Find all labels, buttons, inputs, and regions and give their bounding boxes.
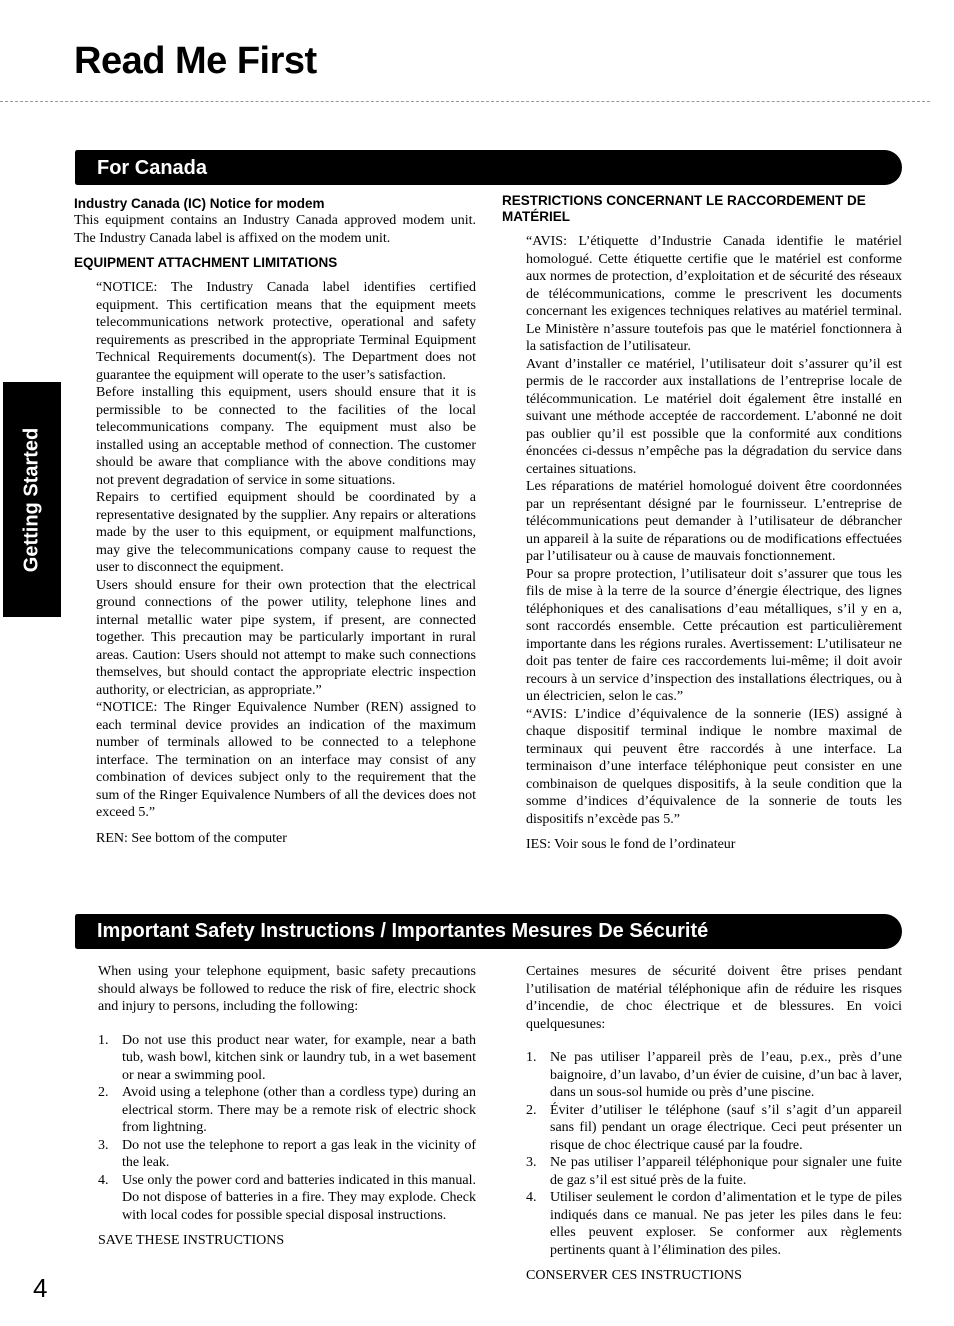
list-item: 4. Utiliser seulement le cordon d’alimentation et le type de piles indiqués dans ce manual. Ne pas jeter les piles dans le feu: elles peuvent exploser. Se conformer aux règlements pertinents quant à l’élimination des piles. [526,1190,902,1258]
title-divider [0,101,930,102]
list-item: 2. Éviter d’utiliser le téléphone (sauf s’il s’agit d’un appareil sans fil) pendant un orage électrique. Ceci peut présenter un risque de choc électrique causé par la foudre. [526,1102,902,1153]
paragraph: “AVIS: L’indice d’équivalence de la sonnerie (IES) assigné à chaque dispositif terminal indique le nombre maximal de terminaux qui peuvent être raccordés à une interface. La terminaison d’une interface téléphonique peut consister en une combinaison de quelques dispositifs, à la seule condition que la somme d’indices d’équivalence de la sonnerie de touts les dispositifs n’excède pas 5.” [526,706,902,827]
section-banner-canada: For Canada [75,150,902,185]
safety-list-fr [526,1049,902,1259]
list-item: 2. Avoid using a telephone (other than a cordless type) during an electrical storm. There may be a remote risk of electric shock from lightning. [98,1085,476,1135]
paragraph: Repairs to certified equipment should be coordinated by a representative designated by the supplier. Any repairs or alterations made by the user to this equipment, or equipment malfunctions, may give the telecommunications company cause to request the user to disconnect the equipment. [96,490,476,575]
list-item: 4. Use only the power cord and batteries indicated in this manual. Do not dispose of batteries in a fire. They may explode. Check with local codes for possible special disposal instructions. [98,1172,476,1223]
list-item: 3. Do not use the telephone to report a gas leak in the vicinity of the leak. [98,1137,476,1170]
side-tab-label: Getting Started [20,427,43,572]
list-item: 1. Ne pas utiliser l’appareil près de l’eau, p.ex., près d’une baignoire, d’un lavabo, d’un évier de cuisine, d’un bac à laver, dans un sous-sol humide ou près d’une piscine. [526,1050,902,1100]
list-item: 1. Do not use this product near water, for example, near a bath tub, wash bowl, kitchen sink or laundry tub, in a wet basement or near a swimming pool. [98,1032,476,1083]
canada-english-column [74,196,476,847]
restrictions-heading: RESTRICTIONS CONCERNANT LE RACCORDEMENT DE MATÉRIEL [502,193,866,224]
paragraph: Avant d’installer ce matériel, l’utilisateur doit s’assurer qu’il est permis de le raccorder aux installations de l’entreprise locale de télécommunication. Le matériel doit également être installé en suivant une méthode acceptée de raccordement. L’abonné ne doit pas oublier qu’il est possible que la conformité aux conditions énoncées ci-dessus n’empêche pas la dégradation du service dans certaines situations. [526,356,902,477]
safety-french-column [526,963,902,1285]
page-title: Read Me First [74,40,317,82]
safety-english-column [98,963,476,1250]
section-banner-safety: Important Safety Instructions / Importantes Mesures De Sécurité [75,914,902,949]
equipment-limitations-body [96,279,476,847]
safety-intro: When using your telephone equipment, basic safety precautions should always be followed to reduce the risk of fire, electric shock and injury to persons, including the following: [98,964,476,1014]
paragraph: Pour sa propre protection, l’utilisateur doit s’assurer que tous les fils de mise à la terre de la source d’énergie électrique, des lignes téléphoniques et des canalisations d’eau métalliques, s’il y en a, sont raccordés ensemble. Cette précaution est particulièrement importante dans les régions rurales. Avertissement: L’utilisateur ne doit pas tenter de faire ces raccordements lui-même; il doit avoir recours à un service d’inspection des installations électriques, ou à un électricien, selon le cas.” [526,566,902,704]
canada-french-column [502,193,902,854]
restrictions-body [526,233,902,854]
ic-notice-text: This equipment contains an Industry Canada approved modem unit. The Industry Canada label is affixed on the modem unit. [74,213,476,246]
safety-list [98,1032,476,1225]
safety-intro-fr: Certaines mesures de sécurité doivent être prises pendant l’utilisation de matérial téléphonique afin de réduire les risques d’incendie, de choc électrique et de blessures. En voici quelquesunes: [526,964,902,1032]
ren-note: REN: See bottom of the computer [96,830,287,846]
paragraph: “NOTICE: The Ringer Equivalence Number (REN) assigned to each terminal device provides an indication of the maximum number of terminals allowed to be connected to a telephone interface. The termination on an interface may consist of any combination of devices subject only to the requirement that the sum of the Ringer Equivalence Numbers of all the devices does not exceed 5.” [96,700,476,820]
paragraph: “NOTICE: The Industry Canada label identifies certified equipment. This certification means that the equipment meets telecommunications network protective, operational and safety requirements as prescribed in the appropriate Terminal Equipment Technical Requirements document(s). The Department does not guarantee the equipment will operate to the user’s satisfaction. [96,280,476,383]
page-number: 4 [33,1273,48,1303]
list-item: 3. Ne pas utiliser l’appareil téléphonique pour signaler une fuite de gaz s’il est situé près de la fuite. [526,1155,902,1188]
ic-notice-heading: Industry Canada (IC) Notice for modem [74,196,325,211]
paragraph: Users should ensure for their own protection that the electrical ground connections of the power utility, telephone lines and internal metallic water pipe system, if present, are connected together. This precaution may be particularly important in rural areas. Caution: Users should not attempt to make such connections themselves, but should contact the appropriate electric inspection authority, or electrician, as appropriate.” [96,577,476,698]
paragraph: Before installing this equipment, users should ensure that it is permissible to be connected to the facilities of the local telecommunications company. The equipment must also be installed using an acceptable method of connection. The customer should be aware that compliance with the above conditions may not prevent degradation of service in some situations. [96,385,476,488]
save-instructions-fr: CONSERVER CES INSTRUCTIONS [526,1268,742,1283]
paragraph: Les réparations de matériel homologué doivent être coordonnées par un représentant désigné par le fournisseur. L’entreprise de télécommunications peut demander à l’utilisateur de débrancher un appareil à la suite de réparations ou de modifications effectuées par l’utilisateur ou à cause de mauvais fonctionnement. [526,479,902,564]
save-instructions: SAVE THESE INSTRUCTIONS [98,1233,285,1248]
equipment-limitations-heading: EQUIPMENT ATTACHMENT LIMITATIONS [74,255,338,270]
ies-note: IES: Voir sous le fond de l’ordinateur [526,837,736,852]
paragraph: “AVIS: L’étiquette d’Industrie Canada identifie le matériel homologué. Cette étiquette certifie que le matériel est conforme aux normes de protection, d’exploitation et de sécurité des réseaux de télécommunications, comme le prescrivent les documents concernant les exigences techniques relatives au matériel terminal. Le Ministère n’assure toutefois pas que le matériel fonctionnera à la satisfaction de l’utilisateur. [526,234,902,354]
side-tab [3,382,61,617]
